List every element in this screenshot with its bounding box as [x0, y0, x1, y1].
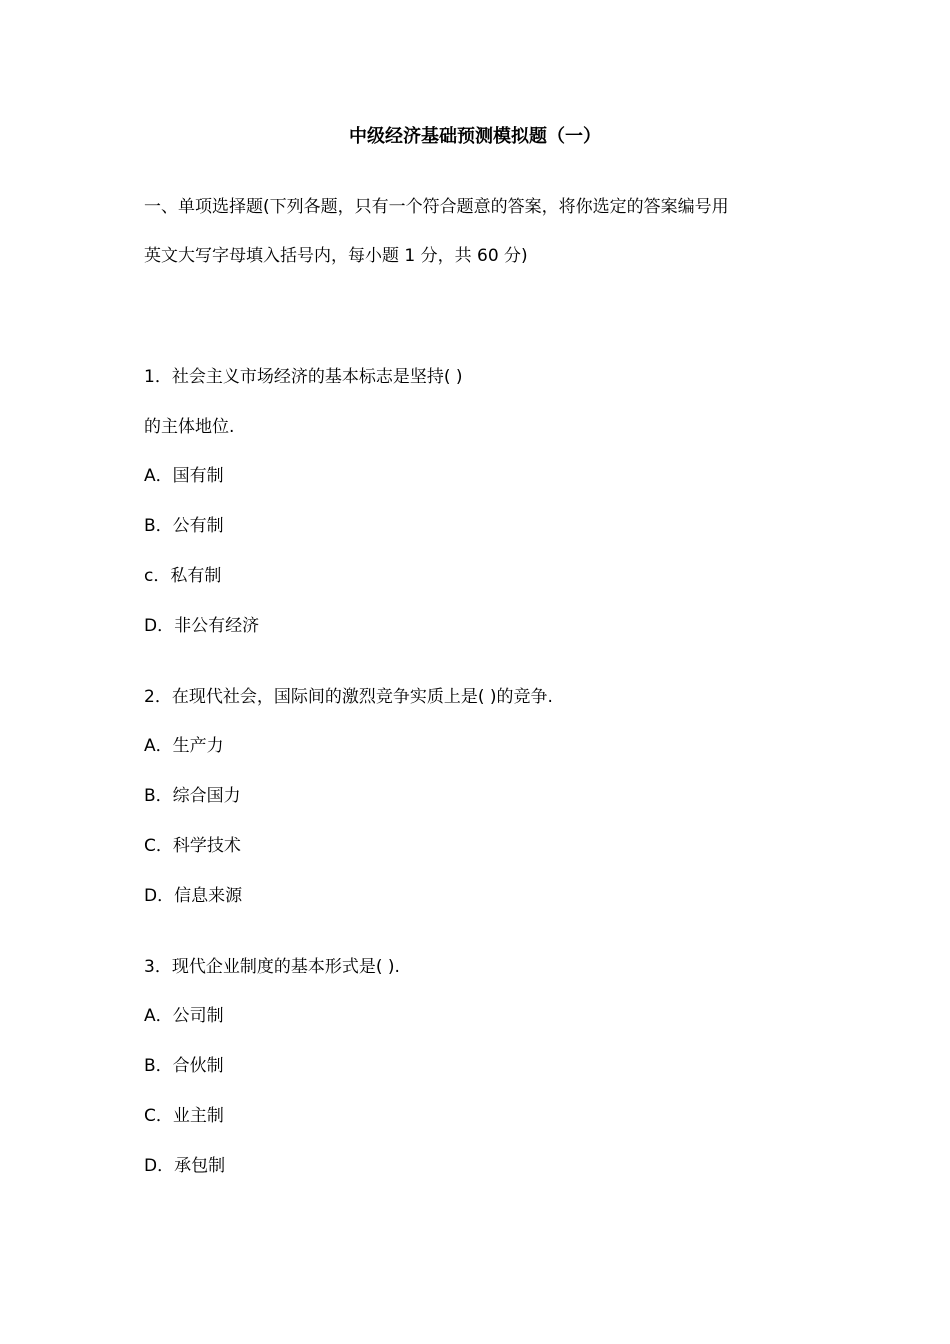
question-1-option-b: B．公有制 [144, 516, 224, 536]
question-2-option-a: A．生产力 [144, 736, 224, 756]
question-3-option-b: B．合伙制 [144, 1056, 224, 1076]
section-instruction-line-2: 英文大写字母填入括号内，每小题 1 分，共 60 分) [144, 246, 528, 266]
question-3-option-d: D．承包制 [144, 1156, 226, 1176]
question-3-option-c: C．业主制 [144, 1106, 224, 1126]
question-1-option-c: c．私有制 [144, 566, 222, 586]
question-1-option-d: D．非公有经济 [144, 616, 260, 636]
question-3-option-a: A．公司制 [144, 1006, 224, 1026]
section-instruction-line-1: 一、单项选择题(下列各题，只有一个符合题意的答案，将你选定的答案编号用 [144, 197, 729, 217]
question-2-option-b: B．综合国力 [144, 786, 241, 806]
document-title: 中级经济基础预测模拟题（一） [349, 126, 601, 147]
question-1-stem-continued: 的主体地位. [144, 417, 235, 437]
question-2-stem: 2．在现代社会，国际间的激烈竞争实质上是( )的竞争. [144, 687, 553, 707]
question-1-stem: 1．社会主义市场经济的基本标志是坚持( ) [144, 367, 463, 387]
question-3-stem: 3．现代企业制度的基本形式是( ). [144, 957, 400, 977]
question-2-option-c: C．科学技术 [144, 836, 241, 856]
question-1-option-a: A．国有制 [144, 466, 224, 486]
question-2-option-d: D．信息来源 [144, 886, 243, 906]
